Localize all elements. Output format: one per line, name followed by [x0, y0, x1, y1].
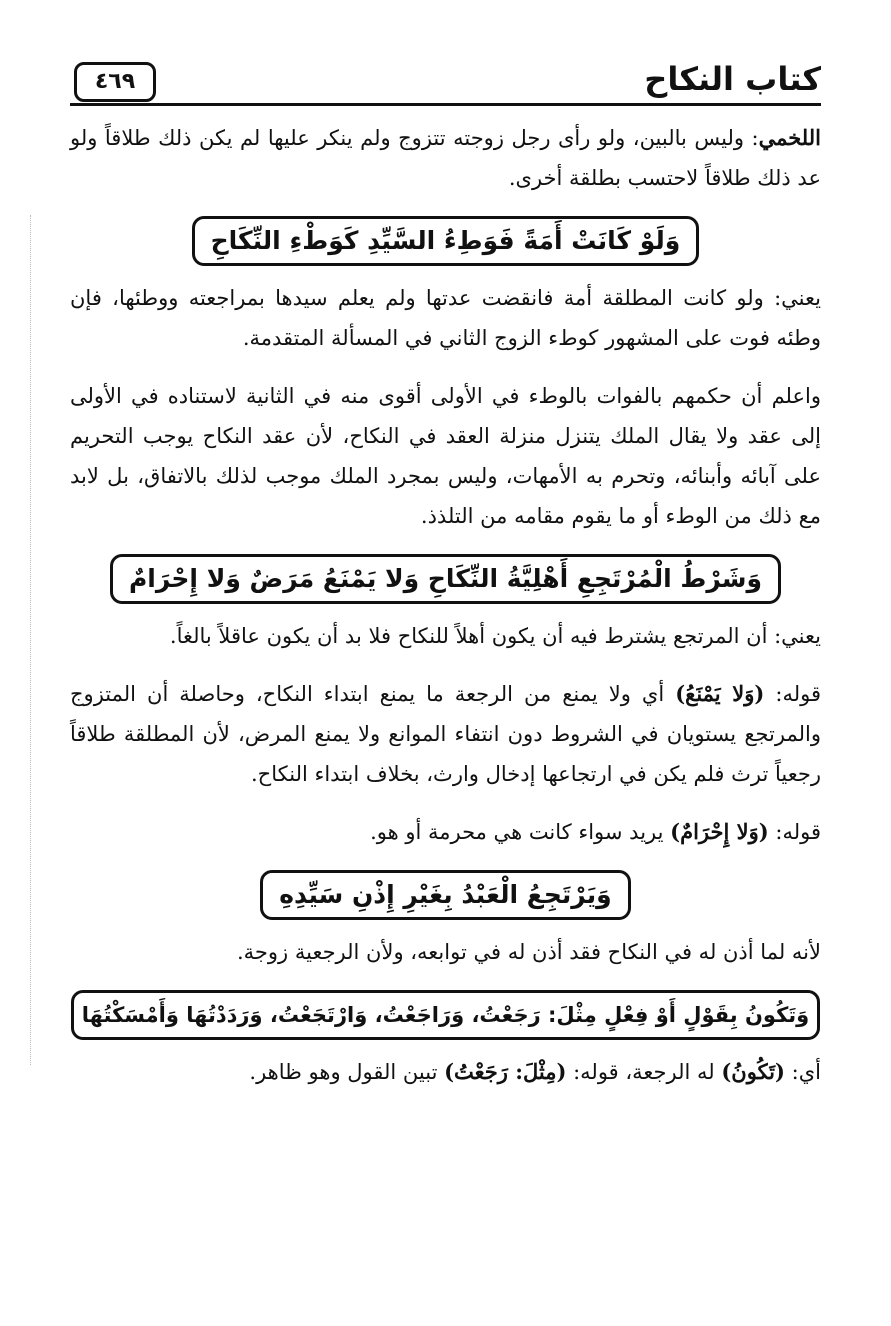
- paragraph-6: [70, 812, 821, 852]
- quote-prefix: أي:: [784, 1060, 821, 1084]
- page-header: [70, 58, 821, 108]
- matn-block-2: [70, 554, 821, 604]
- paragraph-5: [70, 674, 821, 794]
- quoted-matn: (مِثْلَ: رَجَعْتُ): [444, 1059, 567, 1084]
- paragraph-text: : وليس بالبين، ولو رأى رجل زوجته تتزوج ولم ينكر عليها لم يكن ذلك طلاقاً ولو عد ذلك طلاقاً لاحتسب بطلقة أخرى.: [70, 126, 821, 190]
- paragraph-8: [70, 1052, 821, 1092]
- matn-text: وَشَرْطُ الْمُرْتَجِعِ أَهْلِيَّةُ النِّكَاحِ وَلا يَمْنَعُ مَرَضٌ وَلا إِحْرَامٌ: [110, 554, 781, 604]
- author-name: اللخمي: [758, 125, 821, 150]
- paragraph-3: واعلم أن حكمهم بالفوات بالوطء في الأولى أقوى منه في الثانية لاستناده في الأولى إلى عقد ولا يقال الملك يتنزل منزلة العقد في النكاح، لأن عقد النكاح يوجب التحريم على آبائه وأبنائه، وتحرم به الأمهات، وليس بمجرد الملك موجب لذلك بالاتفاق، بل لابد مع ذلك من الوطء أو ما يقوم مقامه من التلذذ.: [70, 384, 821, 528]
- quoted-matn: (وَلا إِحْرَامٌ): [670, 819, 769, 844]
- paragraph-text: يريد سواء كانت هي محرمة أو هو.: [370, 820, 671, 844]
- paragraph-7: لأنه لما أذن له في النكاح فقد أذن له في توابعه، ولأن الرجعية زوجة.: [236, 940, 821, 964]
- quote-prefix: قوله:: [768, 820, 821, 844]
- header-rule: [70, 103, 821, 106]
- book-title: كتاب النكاح: [644, 60, 821, 98]
- page-number: ٤٦٩: [74, 62, 156, 102]
- matn-block-4: [70, 990, 821, 1040]
- matn-text: وَيَرْتَجِعُ الْعَبْدُ بِغَيْرِ إِذْنِ سَيِّدِهِ: [260, 870, 630, 920]
- paragraph-4: يعني: أن المرتجع يشترط فيه أن يكون أهلاً للنكاح فلا بد أن يكون عاقلاً بالغاً.: [169, 624, 821, 648]
- paragraph-2: يعني: ولو كانت المطلقة أمة فانقضت عدتها ولم يعلم سيدها بمراجعته ووطئها، فإن وطئه فوت على المشهور كوطء الزوج الثاني في المسألة المتقدمة.: [70, 286, 821, 350]
- quoted-matn: (وَلا يَمْنَعُ): [675, 681, 765, 706]
- margin-line: [30, 215, 33, 1065]
- matn-block-3: [70, 870, 821, 920]
- quoted-matn: (تَكُونُ): [721, 1059, 785, 1084]
- paragraph-text: أي ولا يمنع من الرجعة ما يمنع ابتداء النكاح، وحاصلة أن المتزوج والمرتجع يستويان في الشروط دون انتفاء الموانع ولا يمنع المرض، لأن المطلقة طلاقاً رجعياً ترث فلم يكن في ارتجاعها إدخال وارث، بخلاف ابتداء النكاح.: [70, 682, 821, 786]
- paragraph-text: تبين القول وهو ظاهر.: [249, 1060, 445, 1084]
- page-body: [70, 118, 821, 1110]
- quote-prefix: قوله:: [764, 682, 822, 706]
- matn-text: وَلَوْ كَانَتْ أَمَةً فَوَطِءُ السَّيِّدِ كَوَطْءِ النِّكَاحِ: [192, 216, 700, 266]
- paragraph-1: [70, 118, 821, 198]
- matn-text: وَتَكُونُ بِقَوْلٍ أَوْ فِعْلٍ مِثْلَ: رَجَعْتُ، وَرَاجَعْتُ، وَارْتَجَعْتُ، وَرَدَدْتُهَا وَأَمْسَكْتُهَا: [71, 990, 820, 1040]
- paragraph-text: له الرجعة، قوله:: [566, 1060, 722, 1084]
- matn-block-1: [70, 216, 821, 266]
